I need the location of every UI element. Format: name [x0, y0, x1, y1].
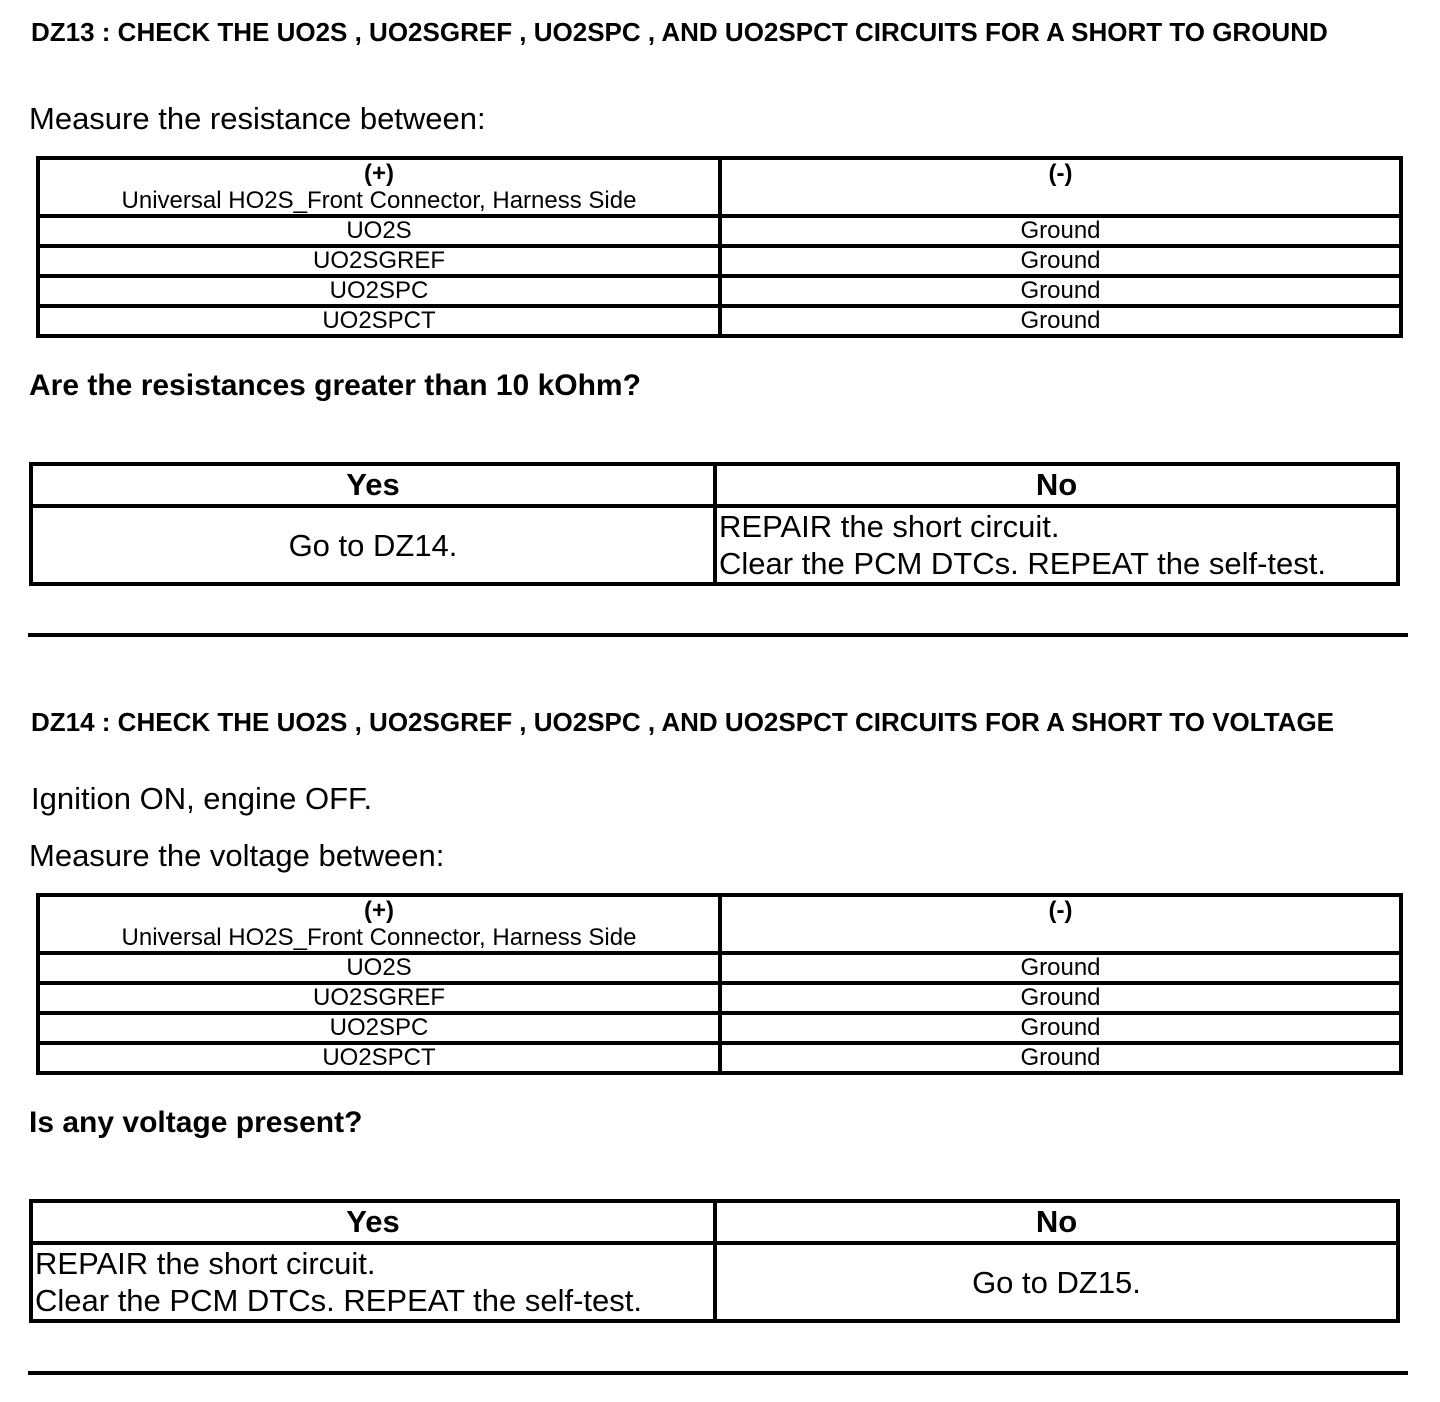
- yes-action-line-2: Clear the PCM DTCs. REPEAT the self-test.: [35, 1283, 642, 1318]
- cell-positive: UO2S: [38, 953, 720, 983]
- cell-negative: Ground: [720, 216, 1401, 246]
- table-row: [38, 216, 1401, 246]
- dz14-condition: Ignition ON, engine OFF.: [31, 781, 373, 816]
- cell-negative: Ground: [720, 276, 1401, 306]
- yes-action: [31, 1243, 715, 1321]
- table-row: [38, 1013, 1401, 1043]
- dz13-decision-table: [29, 462, 1400, 586]
- yes-action-line-1: REPAIR the short circuit.: [35, 1246, 376, 1281]
- table-header-row: [38, 158, 1401, 216]
- cell-negative: Ground: [720, 306, 1401, 336]
- cell-negative: Ground: [720, 983, 1401, 1013]
- table-row: [38, 983, 1401, 1013]
- dz13-measurement-table: [36, 156, 1403, 338]
- header-positive: [38, 158, 720, 216]
- no-action-text: Go to DZ15.: [972, 1264, 1141, 1300]
- no-header: No: [715, 464, 1398, 506]
- dz14-title: DZ14 : CHECK THE UO2S , UO2SGREF , UO2SPC , AND UO2SPCT CIRCUITS FOR A SHORT TO VOLTAGE: [31, 707, 1335, 737]
- dz14-measurement-table: [36, 893, 1403, 1075]
- cell-negative: Ground: [720, 953, 1401, 983]
- section-divider: [28, 633, 1408, 637]
- table-row: [38, 246, 1401, 276]
- header-positive: [38, 895, 720, 953]
- dz13-instruction: Measure the resistance between:: [29, 101, 486, 136]
- header-positive-sign: (+): [364, 897, 394, 924]
- table-row: [38, 1043, 1401, 1073]
- cell-negative: Ground: [720, 246, 1401, 276]
- table-row: [38, 306, 1401, 336]
- cell-negative: Ground: [720, 1013, 1401, 1043]
- dz14-decision-table: [29, 1199, 1400, 1323]
- no-header: No: [715, 1201, 1398, 1243]
- header-negative-sign: (-): [1048, 160, 1073, 187]
- yes-header: Yes: [31, 1201, 715, 1243]
- cell-negative: Ground: [720, 1043, 1401, 1073]
- dz13-question: Are the resistances greater than 10 kOhm?: [29, 369, 641, 402]
- dz13-title: DZ13 : CHECK THE UO2S , UO2SGREF , UO2SPC , AND UO2SPCT CIRCUITS FOR A SHORT TO GROUND: [31, 17, 1328, 47]
- header-positive-desc: Universal HO2S_Front Connector, Harness Side: [121, 924, 637, 951]
- header-negative: [720, 895, 1401, 953]
- cell-positive: UO2SPC: [38, 1013, 720, 1043]
- no-action-line-2: Clear the PCM DTCs. REPEAT the self-test.: [719, 546, 1326, 581]
- yes-action-text: Go to DZ14.: [288, 527, 458, 563]
- cell-positive: UO2S: [38, 216, 720, 246]
- yes-header: Yes: [31, 464, 715, 506]
- section-divider: [28, 1371, 1408, 1375]
- header-positive-sign: (+): [364, 160, 394, 187]
- dz14-instruction: Measure the voltage between:: [29, 838, 445, 873]
- no-action-line-1: REPAIR the short circuit.: [719, 509, 1060, 544]
- table-row: [38, 953, 1401, 983]
- yes-action: [31, 506, 715, 584]
- no-action: [715, 1243, 1398, 1321]
- header-negative: [720, 158, 1401, 216]
- cell-positive: UO2SPCT: [38, 1043, 720, 1073]
- no-action: [715, 506, 1398, 584]
- table-row: [38, 276, 1401, 306]
- cell-positive: UO2SGREF: [38, 983, 720, 1013]
- dz14-question: Is any voltage present?: [29, 1106, 363, 1139]
- header-positive-desc: Universal HO2S_Front Connector, Harness Side: [121, 187, 637, 214]
- cell-positive: UO2SPC: [38, 276, 720, 306]
- table-header-row: [38, 895, 1401, 953]
- header-negative-sign: (-): [1048, 897, 1073, 924]
- cell-positive: UO2SPCT: [38, 306, 720, 336]
- cell-positive: UO2SGREF: [38, 246, 720, 276]
